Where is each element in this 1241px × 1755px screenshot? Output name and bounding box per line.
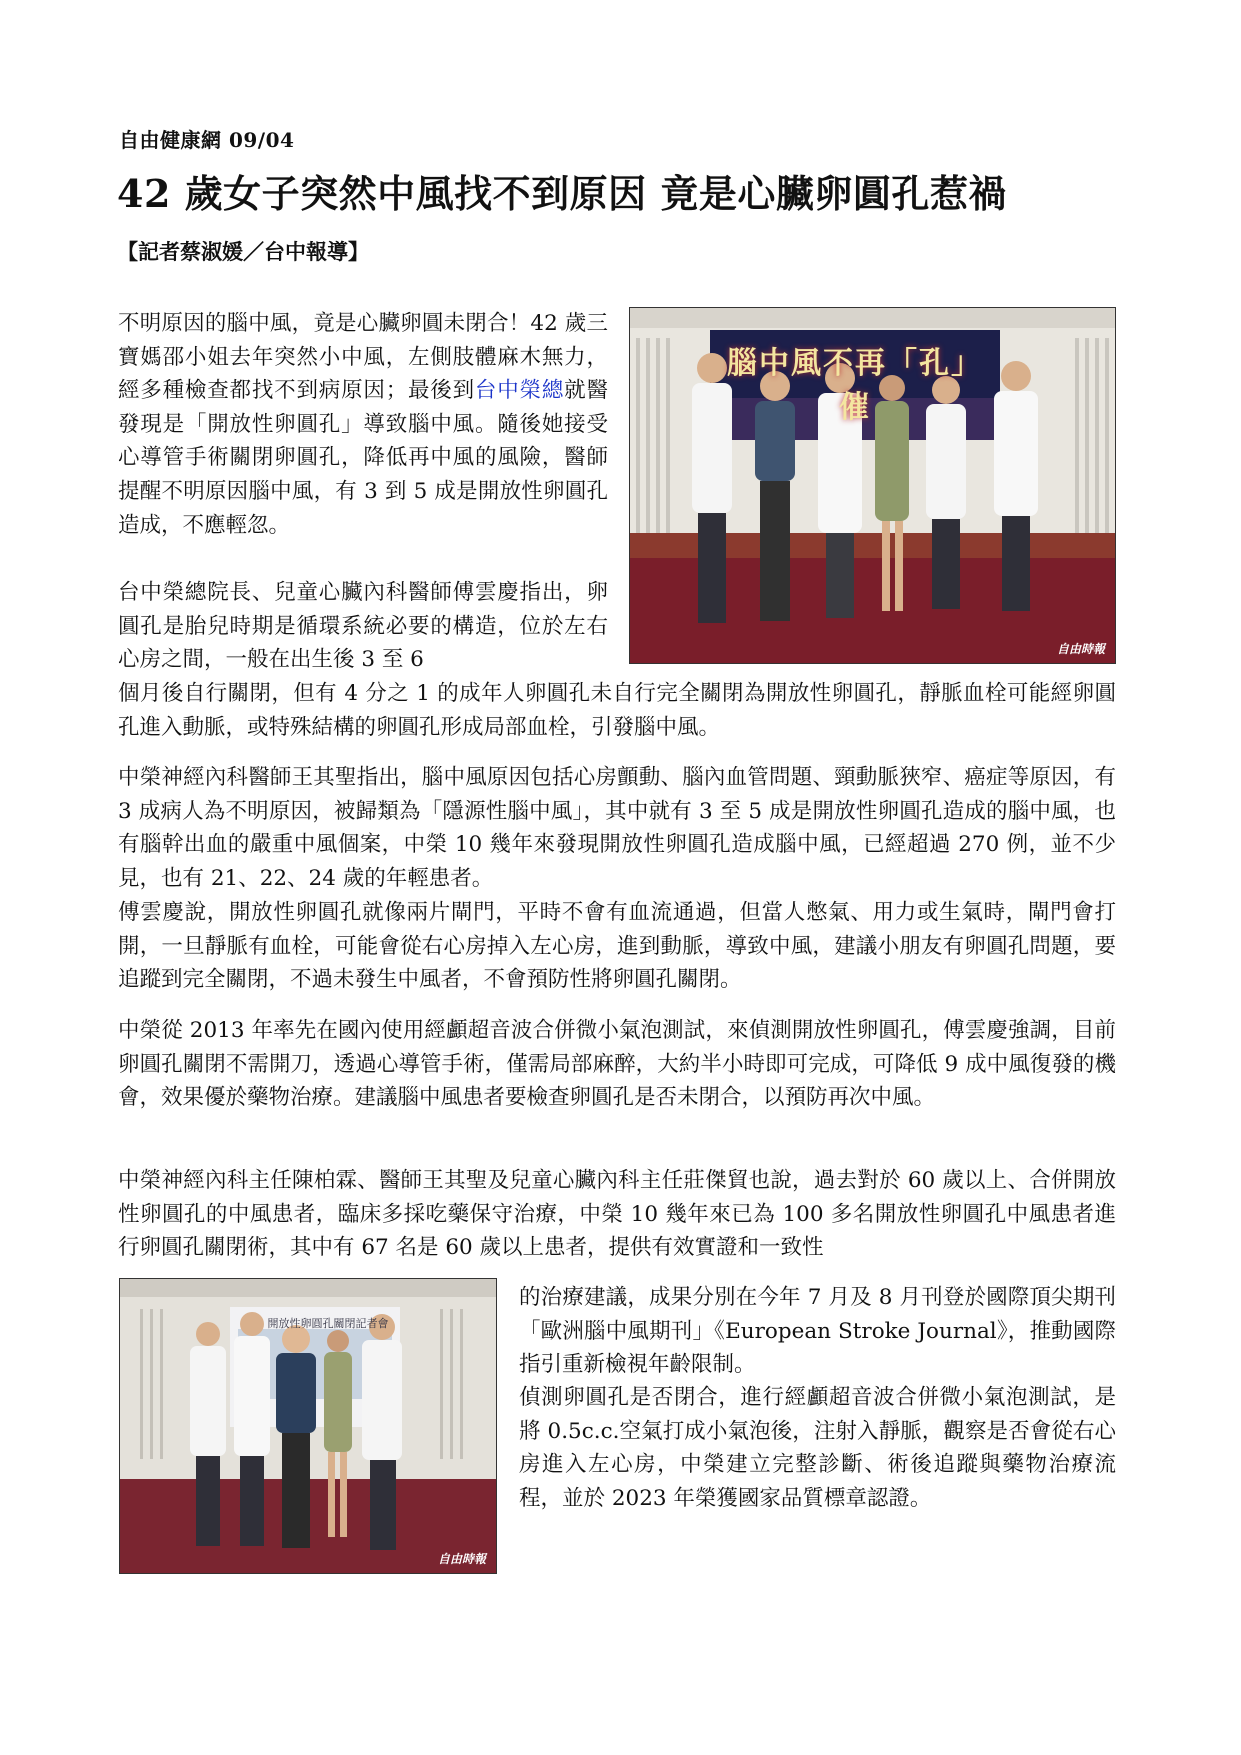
source-date: 自由健康網 09/04 bbox=[119, 128, 295, 152]
paragraph-6-top: 中榮神經內科主任陳柏霖、醫師王其聖及兒童心臟內科主任莊傑貿也說，過去對於 60 歲以上、合併開放性卵圓孔的中風患者，臨床多採吃藥保守治療，中榮 10 幾年來已為 100 多名開放性卵圓孔中風患者進行卵圓孔關閉術，其中有 67 名是 60 歲以上患者，提供有效實證和一致性 bbox=[118, 1168, 1116, 1261]
paragraph-1-text-b: 就醫發現是「開放性卵圓孔」導致腦中風。隨後她接受心導管手術關閉卵圓孔，降低再中風的風險，醫師提醒不明原因腦中風，有 3 到 5 成是開放性卵圓孔造成，不應輕忽。 bbox=[118, 378, 608, 538]
paragraph-1-text-a: 不明原因的腦中風，竟是心臟卵圓未閉合！42 歲三寶媽邵小姐去年突然小中風，左側肢體麻木無力，經多種檢查都找不到病原因；最後到 bbox=[118, 311, 608, 404]
paragraph-2-top: 台中榮總院長、兒童心臟內科醫師傅雲慶指出，卵圓孔是胎兒時期是循環系統必要的構造，位於左右心房之間，一般在出生後 3 至 6 bbox=[118, 580, 608, 673]
paragraph-6-rest: 的治療建議，成果分別在今年 7 月及 8 月刊登於國際頂尖期刊「歐洲腦中風期刊」《European Stroke Journal》，推動國際指引重新檢視年齡限制。 bbox=[519, 1285, 1116, 1378]
paragraph-3: 中榮神經內科醫師王其聖指出，腦中風原因包括心房顫動、腦內血管問題、頸動脈狹窄、癌症等原因，有 3 成病人為不明原因，被歸類為「隱源性腦中風」，其中就有 3 至 5 成是開放性卵圓孔造成的腦中風，也有腦幹出血的嚴重中風個案，中榮 10 幾年來發現開放性卵圓孔造成腦中風，已經超過 270 例，並不少見，也有 21、22、24 歲的年輕患者。 bbox=[118, 765, 1116, 891]
paragraph-2-rest: 個月後自行關閉，但有 4 分之 1 的成年人卵圓孔未自行完全關閉為開放性卵圓孔，靜脈血栓可能經卵圓孔進入動脈，或特殊結構的卵圓孔形成局部血栓，引發腦中風。 bbox=[118, 681, 1116, 740]
hospital-link[interactable]: 台中榮總 bbox=[474, 378, 565, 404]
paragraph-4: 傅雲慶說，開放性卵圓孔就像兩片閘門，平時不會有血流通過，但當人憋氣、用力或生氣時，閘門會打開，一旦靜脈有血栓，可能會從右心房掉入左心房，進到動脈，導致中風，建議小朋友有卵圓孔問題，要追蹤到完全關閉，不過未發生中風者，不會預防性將卵圓孔關閉。 bbox=[118, 900, 1116, 993]
byline: 【記者蔡淑媛／台中報導】 bbox=[117, 239, 369, 264]
top-photo bbox=[629, 307, 1116, 664]
photo-watermark: 自由時報 bbox=[1056, 642, 1105, 656]
headline: 42 歲女子突然中風找不到原因 竟是心臟卵圓孔惹禍 bbox=[117, 171, 1007, 216]
paragraph-7: 偵測卵圓孔是否閉合，進行經顱超音波合併微小氣泡測試，是將 0.5c.c.空氣打成小氣泡後，注射入靜脈，觀察是否會從右心房進入左心房，中榮建立完整診斷、術後追蹤與藥物治療流程，並於 2023 年榮獲國家品質標章認證。 bbox=[519, 1385, 1116, 1511]
bottom-photo bbox=[119, 1278, 497, 1574]
screen-caption: 開放性卵圓孔關閉記者會 bbox=[267, 1317, 389, 1330]
paragraph-5: 中榮從 2013 年率先在國內使用經顱超音波合併微小氣泡測試，來偵測開放性卵圓孔，傅雲慶強調，目前卵圓孔關閉不需開刀，透過心導管手術，僅需局部麻醉，大約半小時即可完成，可降低 9 成中風復發的機會，效果優於藥物治療。建議腦中風患者要檢查卵圓孔是否未閉合，以預防再次中風。 bbox=[118, 1018, 1116, 1111]
photo-watermark: 自由時報 bbox=[437, 1552, 486, 1566]
paragraph-1 bbox=[118, 307, 608, 542]
banner-text: 腦中風不再「孔」催 bbox=[727, 346, 983, 425]
